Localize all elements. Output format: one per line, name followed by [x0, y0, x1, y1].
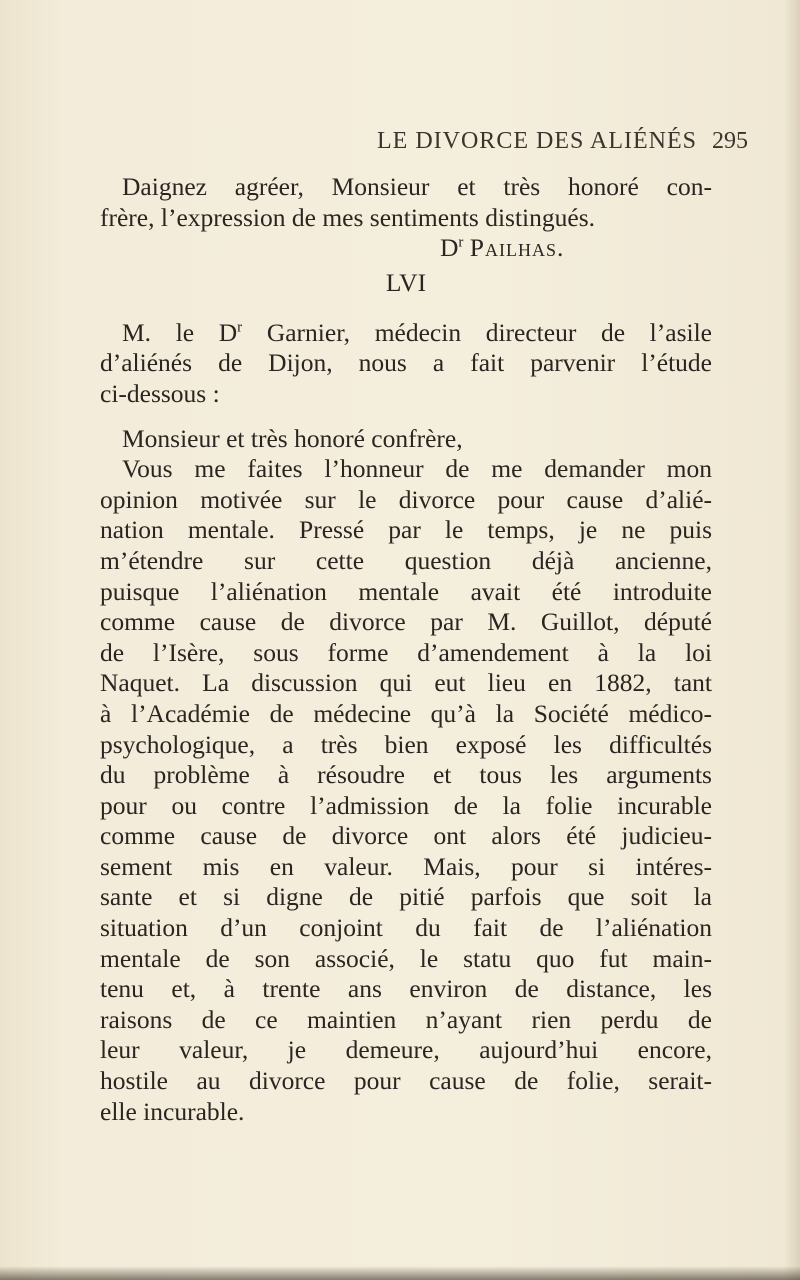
letter-line: elle incurable.	[100, 1096, 245, 1126]
closing-line: Daignez agréer, Monsieur et très honoré con-	[122, 172, 712, 201]
letter-line: tenu et, à trente ans environ de distance, les	[100, 974, 712, 1004]
intro-line: ci-dessous :	[100, 378, 220, 408]
letter-line: m’étendre sur cette question déjà ancienne,	[100, 545, 712, 575]
letter-line: leur valeur, je demeure, aujourd’hui encore,	[100, 1035, 712, 1065]
letter-line: puisque l’aliénation mentale avait été introduite	[100, 576, 712, 606]
letter-line: psychologique, a très bien exposé les difficultés	[100, 729, 712, 759]
salutation: Monsieur et très honoré confrère,	[122, 423, 463, 453]
letter-line: situation d’un conjoint du fait de l’aliénation	[100, 913, 712, 943]
letter-line: du problème à résoudre et tous les arguments	[100, 760, 712, 790]
letter-line: Naquet. La discussion qui eut lieu en 1882, tant	[100, 668, 712, 698]
body-text	[100, 172, 712, 1127]
running-title: LE DIVORCE DES ALIÉNÉS	[377, 128, 697, 154]
letter-line: de l’Isère, sous forme d’amendement à la loi	[100, 637, 712, 667]
intro-line: d’aliénés de Dijon, nous a fait parvenir l’étude	[100, 348, 712, 378]
letter-line: raisons de ce maintien n’ayant rien perdu de	[100, 1004, 712, 1034]
letter-line: comme cause de divorce ont alors été judicieu-	[100, 821, 712, 851]
letter-line: sante et si digne de pitié parfois que soit la	[100, 882, 712, 912]
letter-line: comme cause de divorce par M. Guillot, député	[100, 607, 712, 637]
page-number: 295	[712, 128, 748, 154]
signature	[100, 233, 712, 264]
signature-prefix: D	[440, 233, 459, 263]
letter-line: nation mentale. Pressé par le temps, je ne puis	[100, 515, 712, 545]
intro-text: Garnier, médecin directeur de l’asile	[242, 317, 712, 347]
closing-line: frère, l’expression de mes sentiments distingués.	[100, 202, 596, 232]
intro-line	[100, 318, 712, 349]
letter-line: opinion motivée sur le divorce pour cause d’alié-	[100, 484, 712, 514]
intro-text: M. le D	[122, 317, 238, 347]
letter-line: hostile au divorce pour cause de folie, serait-	[100, 1066, 712, 1096]
letter-line: Vous me faites l’honneur de me demander mon	[122, 454, 712, 484]
section-heading: LVI	[385, 267, 427, 297]
signature-sup: r	[458, 234, 464, 251]
letter-line: à l’Académie de médecine qu’à la Société médico-	[100, 698, 712, 728]
intro-sup: r	[237, 319, 243, 336]
letter-line: mentale de son associé, le statu quo fut main-	[100, 943, 712, 973]
signature-name: Pailhas.	[469, 233, 565, 263]
letter-line: pour ou contre l’admission de la folie incurable	[100, 790, 712, 820]
letter-line: sement mis en valeur. Mais, pour si intéres-	[100, 851, 712, 881]
page-edge-shadow	[784, 0, 800, 1280]
running-head	[0, 128, 800, 162]
page-bottom-edge	[0, 1266, 800, 1280]
